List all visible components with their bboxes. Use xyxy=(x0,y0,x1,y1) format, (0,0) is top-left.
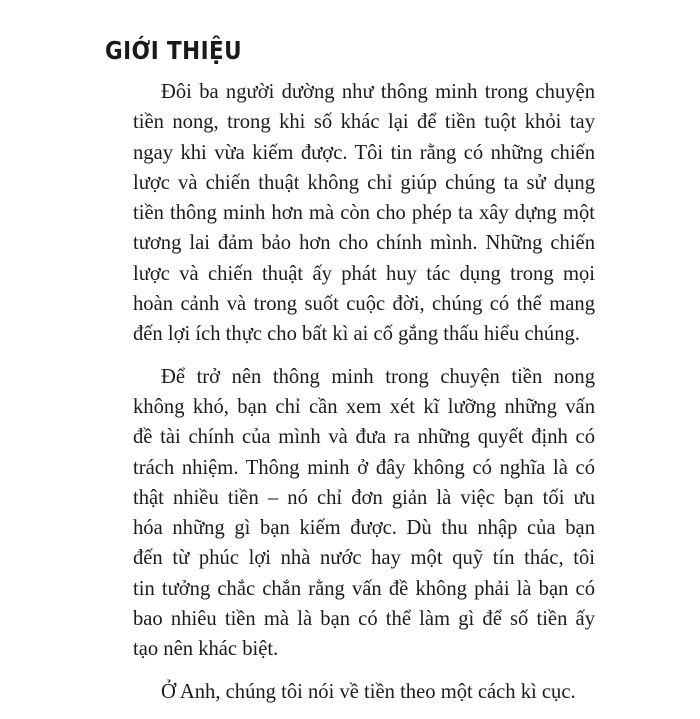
text-line: Đôi ba người dường như thông minh trong chuyện xyxy=(161,81,595,103)
text-line: hóa những gì bạn kiếm được. Dù thu nhập của bạn xyxy=(133,517,595,540)
text-line: Ở Anh, chúng tôi nói về tiền theo một cách kì cục. xyxy=(161,680,576,703)
text-line: không khó, bạn chỉ cần xem xét kĩ lưỡng những vấn xyxy=(133,395,595,418)
body-text xyxy=(105,77,595,719)
text-line: hoàn cảnh và trong suốt cuộc đời, chúng có thể mang xyxy=(133,293,595,316)
text-line: Để trở nên thông minh trong chuyện tiền nong xyxy=(161,365,595,388)
paragraph-1 xyxy=(105,77,595,350)
text-line: tin tưởng chắc chắn rằng vấn đề không phải là bạn có xyxy=(133,577,595,600)
text-line: ngay khi vừa kiếm được. Tôi tin rằng có những chiến xyxy=(133,141,595,164)
text-line: tiền nong, trong khi số khác lại để tiền tuột khỏi tay xyxy=(133,111,595,134)
text-line: lược và chiến thuật không chỉ giúp chúng ta sử dụng xyxy=(133,171,595,194)
text-line: lược và chiến thuật ấy phát huy tác dụng trong mọi xyxy=(133,262,595,285)
paragraph-3 xyxy=(105,677,595,707)
text-line: tạo nên khác biệt. xyxy=(133,638,279,661)
text-line: đến lợi ích thực cho bất kì ai cố gắng thấu hiểu chúng. xyxy=(133,323,580,346)
text-line: trách nhiệm. Thông minh ở đây không có nghĩa là có xyxy=(133,456,595,479)
text-line: bao nhiêu tiền mà là bạn có thể làm gì để số tiền ấy xyxy=(133,608,595,631)
text-line: tiền thông minh hơn mà còn cho phép ta xây dựng một xyxy=(133,202,595,225)
paragraph-2 xyxy=(105,362,595,665)
text-line: đến từ phúc lợi nhà nước hay một quỹ tín thác, tôi xyxy=(133,547,595,570)
chapter-heading: GIỚI THIỆU xyxy=(105,36,243,65)
text-line: thật nhiều tiền – nó chỉ đơn giản là việc bạn tối ưu xyxy=(133,486,595,509)
text-line: tương lai đảm bảo hơn cho chính mình. Những chiến xyxy=(133,232,595,255)
text-line: đề tài chính của mình và đưa ra những quyết định có xyxy=(133,426,595,449)
